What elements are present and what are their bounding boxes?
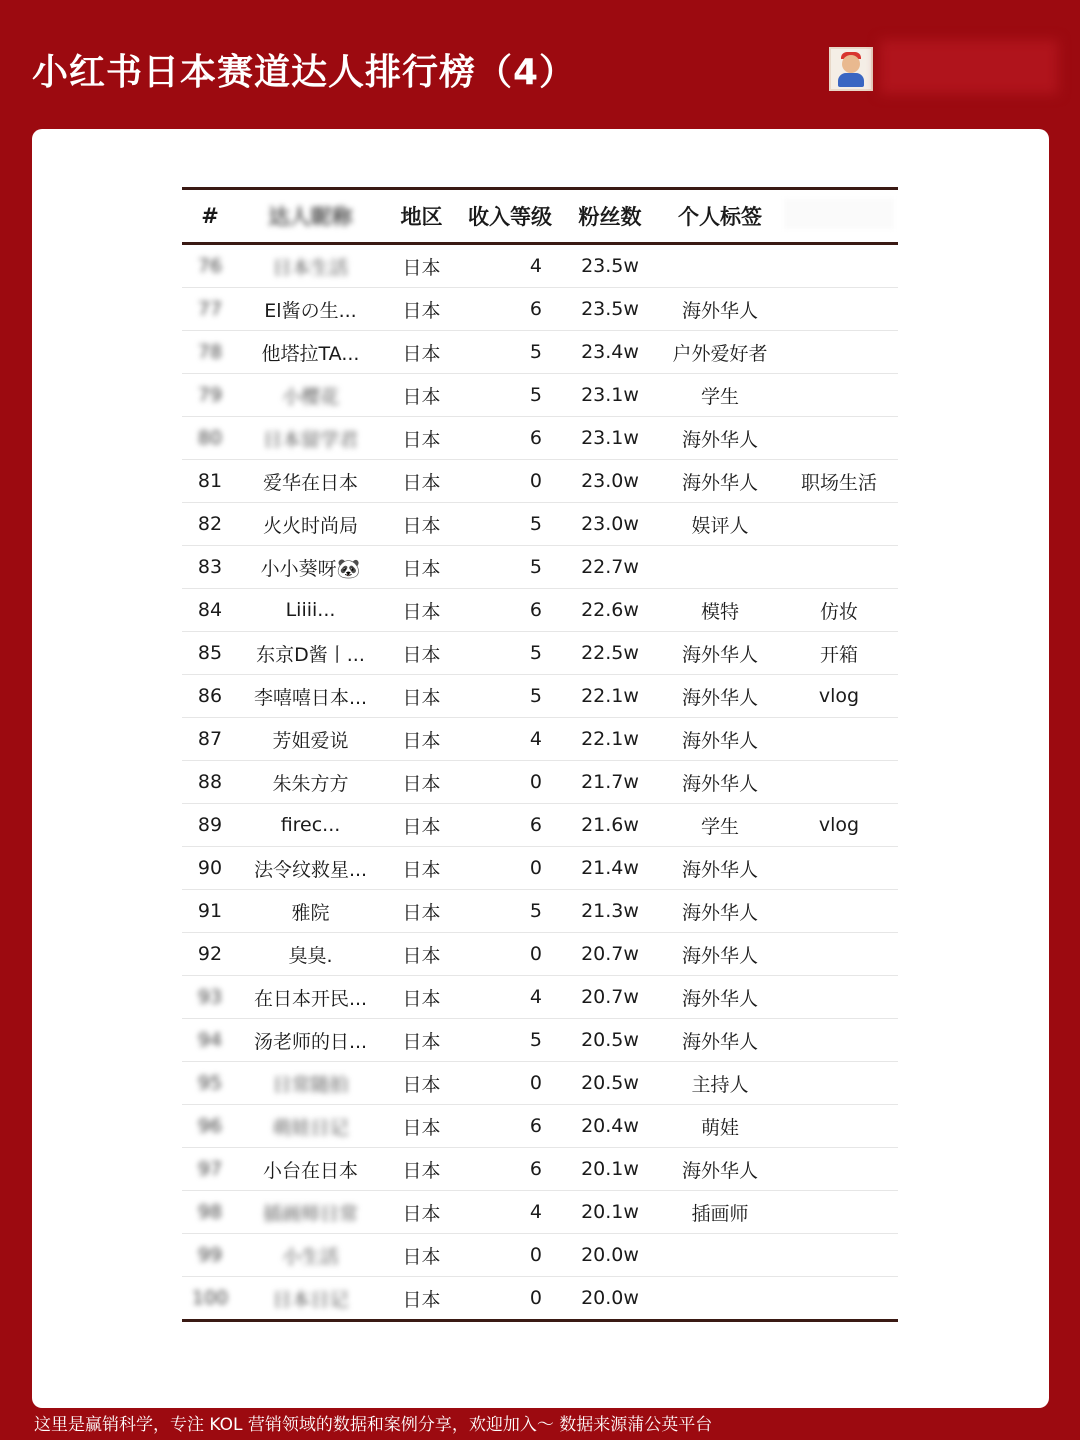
region-cell: 日本 <box>383 503 460 546</box>
followers-cell: 22.7w <box>560 546 660 589</box>
tag2-cell: vlog <box>780 804 898 847</box>
ranking-table <box>182 187 898 1322</box>
table-row <box>182 1191 898 1234</box>
rank-cell: 95 <box>182 1062 238 1105</box>
income-level-cell: 5 <box>460 503 560 546</box>
tag1-cell: 娱评人 <box>660 503 780 546</box>
followers-cell: 20.7w <box>560 933 660 976</box>
page-title: 小红书日本赛道达人排行榜（4） <box>32 52 577 93</box>
table-row <box>182 244 898 288</box>
region-cell: 日本 <box>383 890 460 933</box>
nickname-cell: 小小葵呀🐼 <box>238 546 383 589</box>
tag1-cell: 海外华人 <box>660 976 780 1019</box>
nickname-cell: 日本日记 <box>238 1277 383 1321</box>
tag2-cell <box>780 761 898 804</box>
rank-cell: 96 <box>182 1105 238 1148</box>
blurred-account-name <box>880 40 1058 94</box>
region-cell: 日本 <box>383 632 460 675</box>
table-row <box>182 374 898 417</box>
followers-cell: 21.3w <box>560 890 660 933</box>
nickname-cell: 爱华在日本 <box>238 460 383 503</box>
followers-cell: 23.5w <box>560 288 660 331</box>
nickname-cell: 雅院 <box>238 890 383 933</box>
region-cell: 日本 <box>383 718 460 761</box>
region-cell: 日本 <box>383 847 460 890</box>
table-row <box>182 288 898 331</box>
rank-cell: 92 <box>182 933 238 976</box>
region-cell: 日本 <box>383 675 460 718</box>
rank-cell: 89 <box>182 804 238 847</box>
followers-cell: 23.1w <box>560 374 660 417</box>
table-row <box>182 933 898 976</box>
avatar-body-shape <box>838 73 864 87</box>
col-header-tag1: 个人标签 <box>660 189 780 244</box>
tag2-cell <box>780 976 898 1019</box>
followers-cell: 23.5w <box>560 244 660 288</box>
followers-cell: 22.1w <box>560 675 660 718</box>
tag2-cell <box>780 417 898 460</box>
income-level-cell: 6 <box>460 1105 560 1148</box>
rank-cell: 88 <box>182 761 238 804</box>
tag1-cell: 海外华人 <box>660 288 780 331</box>
region-cell: 日本 <box>383 331 460 374</box>
nickname-cell: 日本生活 <box>238 244 383 288</box>
nickname-cell: 汤老师的日... <box>238 1019 383 1062</box>
income-level-cell: 4 <box>460 1191 560 1234</box>
rank-cell: 84 <box>182 589 238 632</box>
followers-cell: 23.0w <box>560 460 660 503</box>
rank-cell: 77 <box>182 288 238 331</box>
tag2-cell <box>780 890 898 933</box>
nickname-cell: 法令纹救星... <box>238 847 383 890</box>
nickname-cell: 小台在日本 <box>238 1148 383 1191</box>
rank-cell: 82 <box>182 503 238 546</box>
income-level-cell: 5 <box>460 546 560 589</box>
region-cell: 日本 <box>383 288 460 331</box>
table-row <box>182 1062 898 1105</box>
nickname-cell: Liiii... <box>238 589 383 632</box>
table-row <box>182 976 898 1019</box>
region-cell: 日本 <box>383 761 460 804</box>
region-cell: 日本 <box>383 589 460 632</box>
tag1-cell: 海外华人 <box>660 1019 780 1062</box>
tag2-cell <box>780 288 898 331</box>
followers-cell: 20.1w <box>560 1191 660 1234</box>
region-cell: 日本 <box>383 1105 460 1148</box>
nickname-cell: 他塔拉TA... <box>238 331 383 374</box>
nickname-cell: 小樱花 <box>238 374 383 417</box>
rank-cell: 79 <box>182 374 238 417</box>
nickname-cell: El酱の生... <box>238 288 383 331</box>
income-level-cell: 4 <box>460 976 560 1019</box>
table-row <box>182 460 898 503</box>
nickname-cell: 在日本开民... <box>238 976 383 1019</box>
nickname-cell: 日常随拍 <box>238 1062 383 1105</box>
followers-cell: 22.5w <box>560 632 660 675</box>
tag2-cell <box>780 546 898 589</box>
table-row <box>182 675 898 718</box>
table-row <box>182 1234 898 1277</box>
avatar-head-shape <box>842 55 860 73</box>
tag2-cell: vlog <box>780 675 898 718</box>
rank-cell: 76 <box>182 244 238 288</box>
followers-cell: 23.4w <box>560 331 660 374</box>
nickname-cell: 萌娃日记 <box>238 1105 383 1148</box>
nickname-cell: 小生活 <box>238 1234 383 1277</box>
income-level-cell: 6 <box>460 1148 560 1191</box>
tag1-cell <box>660 546 780 589</box>
rank-cell: 85 <box>182 632 238 675</box>
rank-cell: 83 <box>182 546 238 589</box>
income-level-cell: 6 <box>460 417 560 460</box>
followers-cell: 20.0w <box>560 1234 660 1277</box>
tag2-cell <box>780 1105 898 1148</box>
region-cell: 日本 <box>383 244 460 288</box>
rank-cell: 78 <box>182 331 238 374</box>
income-level-cell: 5 <box>460 331 560 374</box>
region-cell: 日本 <box>383 460 460 503</box>
region-cell: 日本 <box>383 546 460 589</box>
followers-cell: 22.6w <box>560 589 660 632</box>
table-row <box>182 632 898 675</box>
region-cell: 日本 <box>383 1019 460 1062</box>
followers-cell: 23.1w <box>560 417 660 460</box>
income-level-cell: 5 <box>460 374 560 417</box>
rank-cell: 94 <box>182 1019 238 1062</box>
income-level-cell: 0 <box>460 1234 560 1277</box>
tag2-cell <box>780 1019 898 1062</box>
nickname-cell: firec... <box>238 804 383 847</box>
tag1-cell: 萌娃 <box>660 1105 780 1148</box>
table-row <box>182 718 898 761</box>
col-header-nickname-text: 达人昵称 <box>268 205 353 229</box>
income-level-cell: 5 <box>460 1019 560 1062</box>
nickname-cell: 芳姐爱说 <box>238 718 383 761</box>
tag1-cell <box>660 1277 780 1321</box>
nickname-cell: 朱朱方方 <box>238 761 383 804</box>
region-cell: 日本 <box>383 976 460 1019</box>
tag1-cell: 海外华人 <box>660 890 780 933</box>
followers-cell: 21.7w <box>560 761 660 804</box>
rank-cell: 86 <box>182 675 238 718</box>
tag2-cell <box>780 1062 898 1105</box>
region-cell: 日本 <box>383 804 460 847</box>
tag1-cell: 插画师 <box>660 1191 780 1234</box>
rank-cell: 90 <box>182 847 238 890</box>
followers-cell: 20.1w <box>560 1148 660 1191</box>
nickname-cell: 东京D酱丨... <box>238 632 383 675</box>
tag1-cell: 海外华人 <box>660 675 780 718</box>
table-row <box>182 761 898 804</box>
income-level-cell: 0 <box>460 1062 560 1105</box>
tag2-cell <box>780 933 898 976</box>
tag1-cell: 户外爱好者 <box>660 331 780 374</box>
income-level-cell: 0 <box>460 847 560 890</box>
income-level-cell: 5 <box>460 675 560 718</box>
tag1-cell: 海外华人 <box>660 632 780 675</box>
followers-cell: 20.0w <box>560 1277 660 1321</box>
income-level-cell: 0 <box>460 761 560 804</box>
followers-cell: 20.5w <box>560 1062 660 1105</box>
tag1-cell: 模特 <box>660 589 780 632</box>
tag2-cell <box>780 1148 898 1191</box>
tag1-cell: 海外华人 <box>660 460 780 503</box>
rank-cell: 99 <box>182 1234 238 1277</box>
region-cell: 日本 <box>383 933 460 976</box>
tag1-cell: 海外华人 <box>660 1148 780 1191</box>
rank-cell: 97 <box>182 1148 238 1191</box>
region-cell: 日本 <box>383 1148 460 1191</box>
col-header-tag2 <box>780 189 898 244</box>
table-row <box>182 1019 898 1062</box>
tag2-cell: 仿妆 <box>780 589 898 632</box>
tag1-cell: 学生 <box>660 804 780 847</box>
col-header-followers: 粉丝数 <box>560 189 660 244</box>
table-row <box>182 503 898 546</box>
nickname-cell: 臭臭. <box>238 933 383 976</box>
table-row <box>182 546 898 589</box>
table-row <box>182 331 898 374</box>
income-level-cell: 6 <box>460 288 560 331</box>
rank-cell: 87 <box>182 718 238 761</box>
income-level-cell: 0 <box>460 1277 560 1321</box>
tag1-cell <box>660 244 780 288</box>
ranking-card <box>32 129 1049 1408</box>
income-level-cell: 0 <box>460 460 560 503</box>
region-cell: 日本 <box>383 1062 460 1105</box>
avatar <box>829 47 873 91</box>
table-row <box>182 890 898 933</box>
income-level-cell: 6 <box>460 804 560 847</box>
tag1-cell: 海外华人 <box>660 933 780 976</box>
rank-cell: 81 <box>182 460 238 503</box>
tag2-cell <box>780 503 898 546</box>
tag1-cell: 海外华人 <box>660 417 780 460</box>
tag1-cell: 海外华人 <box>660 847 780 890</box>
col-header-region: 地区 <box>383 189 460 244</box>
tag2-cell <box>780 1191 898 1234</box>
region-cell: 日本 <box>383 417 460 460</box>
table-row <box>182 417 898 460</box>
col-header-rank: # <box>182 189 238 244</box>
followers-cell: 20.4w <box>560 1105 660 1148</box>
income-level-cell: 5 <box>460 632 560 675</box>
region-cell: 日本 <box>383 374 460 417</box>
rank-cell: 93 <box>182 976 238 1019</box>
region-cell: 日本 <box>383 1191 460 1234</box>
table-row <box>182 1148 898 1191</box>
income-level-cell: 0 <box>460 933 560 976</box>
rank-cell: 80 <box>182 417 238 460</box>
followers-cell: 20.7w <box>560 976 660 1019</box>
followers-cell: 23.0w <box>560 503 660 546</box>
footer-note: 这里是赢销科学，专注 KOL 营销领域的数据和案例分享，欢迎加入～ 数据来源蒲公英平台 <box>34 1415 713 1435</box>
table-row <box>182 1105 898 1148</box>
tag1-cell: 主持人 <box>660 1062 780 1105</box>
nickname-cell: 日本留学君 <box>238 417 383 460</box>
tag2-cell <box>780 1277 898 1321</box>
tag2-cell <box>780 718 898 761</box>
col-header-tag2-blurred <box>784 199 894 229</box>
region-cell: 日本 <box>383 1277 460 1321</box>
table-row <box>182 1277 898 1321</box>
rank-cell: 91 <box>182 890 238 933</box>
col-header-nickname <box>238 189 383 244</box>
tag1-cell: 海外华人 <box>660 718 780 761</box>
followers-cell: 21.4w <box>560 847 660 890</box>
nickname-cell: 李嘻嘻日本... <box>238 675 383 718</box>
rank-cell: 100 <box>182 1277 238 1321</box>
rank-cell: 98 <box>182 1191 238 1234</box>
income-level-cell: 4 <box>460 244 560 288</box>
col-header-income-level: 收入等级 <box>460 189 560 244</box>
table-row <box>182 804 898 847</box>
tag2-cell <box>780 847 898 890</box>
region-cell: 日本 <box>383 1234 460 1277</box>
followers-cell: 20.5w <box>560 1019 660 1062</box>
tag1-cell: 海外华人 <box>660 761 780 804</box>
income-level-cell: 4 <box>460 718 560 761</box>
followers-cell: 22.1w <box>560 718 660 761</box>
nickname-cell: 火火时尚局 <box>238 503 383 546</box>
income-level-cell: 5 <box>460 890 560 933</box>
tag1-cell: 学生 <box>660 374 780 417</box>
tag2-cell: 职场生活 <box>780 460 898 503</box>
tag2-cell <box>780 244 898 288</box>
tag1-cell <box>660 1234 780 1277</box>
nickname-cell: 插画师日常 <box>238 1191 383 1234</box>
tag2-cell <box>780 331 898 374</box>
followers-cell: 21.6w <box>560 804 660 847</box>
income-level-cell: 6 <box>460 589 560 632</box>
table-row <box>182 847 898 890</box>
table-row <box>182 589 898 632</box>
tag2-cell <box>780 1234 898 1277</box>
table-header-row <box>182 189 898 244</box>
tag2-cell <box>780 374 898 417</box>
tag2-cell: 开箱 <box>780 632 898 675</box>
